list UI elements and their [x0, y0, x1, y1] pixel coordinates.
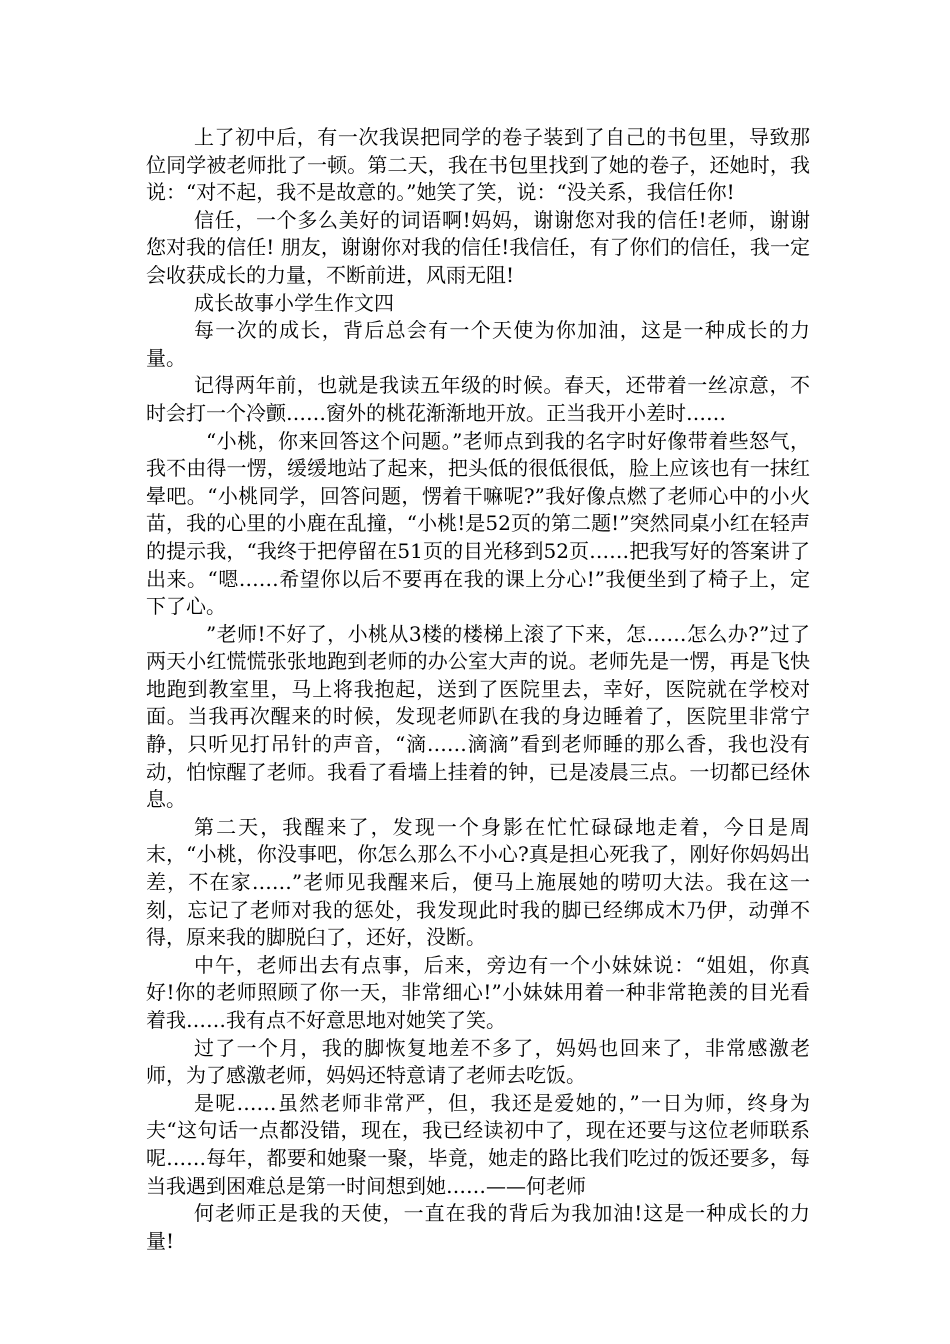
paragraph-recovery: 过了一个月，我的脚恢复地差不多了，妈妈也回来了，非常感激老师，为了感激老师，妈妈还特意请了老师去吃饭。	[146, 1035, 810, 1088]
paragraph-trust-reflection: 信任，一个多么美好的词语啊!妈妈，谢谢您对我的信任!老师，谢谢您对我的信任! 朋友，谢谢你对我的信任!我信任，有了你们的信任，我一定会收获成长的力量，不断前进，风雨无阻!	[146, 207, 810, 287]
paragraph-next-day: 第二天，我醒来了，发现一个身影在忙忙碌碌地走着，今日是周末，“小桃，你没事吧，你怎么那么不小心?真是担心死我了，刚好你妈妈出差，不在家……”老师见我醒来后，便马上施展她的唠叨大法。我在这一刻，忘记了老师对我的惩处，我发现此时我的脚已经绑成木乃伊，动弹不得，原来我的脚脱臼了，还好，没断。	[146, 814, 810, 950]
essay-heading: 成长故事小学生作文四	[194, 290, 394, 315]
paragraph-two-years-ago: 记得两年前，也就是我读五年级的时候。春天，还带着一丝凉意，不时会打一个冷颤……窗外的桃花渐渐地开放。正当我开小差时……	[146, 373, 810, 425]
paragraph-classroom: “小桃，你来回答这个问题。”老师点到我的名字时好像带着些怒气，我不由得一愣，缓缓地站了起来，把头低的很低很低，脸上应该也有一抹红晕吧。“小桃同学，回答问题，愣着干嘛呢?”我好像点燃了老师心中的小火苗，我的心里的小鹿在乱撞，“小桃!是52页的第二题!”突然同桌小红在轻声的提示我，“我终于把停留在51页的目光移到52页……把我写好的答案讲了出来。“嗯……希望你以后不要再在我的课上分心!”我便坐到了椅子上，定下了心。	[146, 428, 810, 619]
document-page	[146, 124, 810, 1255]
paragraph-conclusion: 何老师正是我的天使，一直在我的背后为我加油!这是一种成长的力量!	[146, 1201, 810, 1253]
paragraph-accident: ”老师!不好了，小桃从3楼的楼梯上滚了下来，怎……怎么办?”过了两天小红慌慌张张地跑到老师的办公室大声的说。老师先是一愣，再是飞快地跑到教室里，马上将我抱起，送到了医院里去，幸好，医院就在学校对面。当我再次醒来的时候，发现老师趴在我的身边睡着了，医院里非常宁静，只听见打吊针的声音，“滴……滴滴”看到老师睡的那么香，我也没有动，怕惊醒了老师。我看了看墙上挂着的钟，已是凌晨三点。一切都已经休息。	[146, 621, 810, 812]
paragraph-intro: 每一次的成长，背后总会有一个天使为你加油，这是一种成长的力量。	[146, 318, 810, 370]
paragraph-trust-story: 上了初中后，有一次我误把同学的卷子装到了自己的书包里，导致那位同学被老师批了一顿。第二天，我在书包里找到了她的卷子，还她时，我说：“对不起，我不是故意的。”她笑了笑，说：“没关系，我信任你!	[146, 125, 810, 205]
paragraph-noon: 中午，老师出去有点事，后来，旁边有一个小妹妹说：“姐姐，你真好!你的老师照顾了你一天，非常细心!”小妹妹用着一种非常艳羡的目光看着我……我有点不好意思地对她笑了笑。	[146, 952, 810, 1032]
paragraph-teacher-love: 是呢……虽然老师非常严，但，我还是爱她的，”一日为师，终身为夫“这句话一点都没错，现在，我已经读初中了，现在还要与这位老师联系呢……每年，都要和她聚一聚，毕竟，她走的路比我们吃过的饭还要多，每当我遇到困难总是第一时间想到她……——何老师	[146, 1090, 810, 1198]
